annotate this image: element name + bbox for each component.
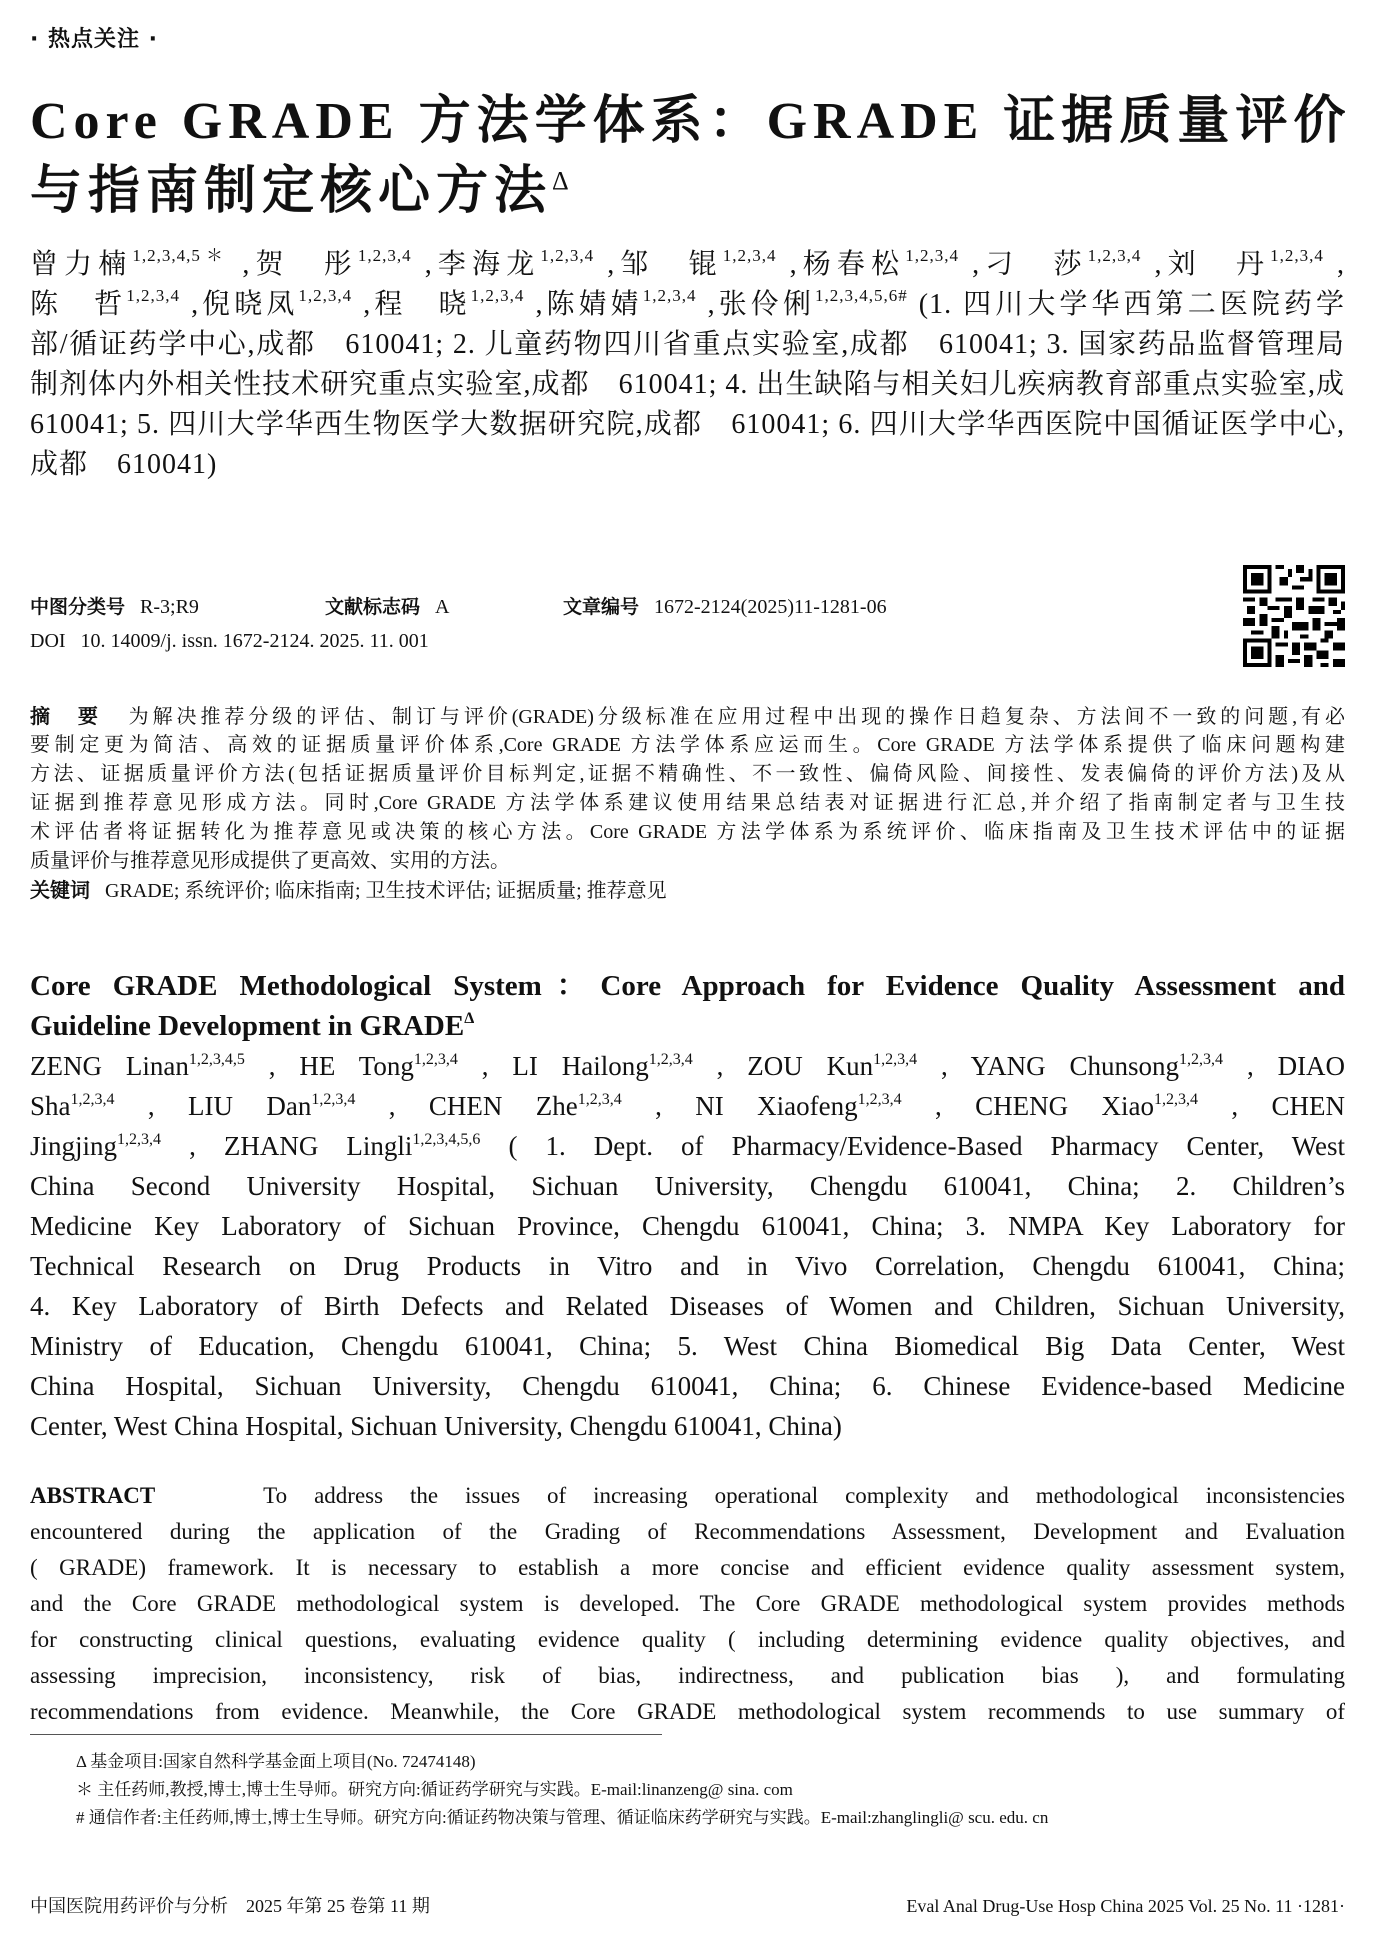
author-name: , CHEN — [1231, 1091, 1345, 1121]
title-cn-line2-text: 与指南制定核心方法 — [30, 163, 553, 220]
abstract-cn-line: 证据到推荐意见形成方法。同时,Core GRADE 方法学体系建议使用结果总结表对证据进行汇总,并介绍了指南制定者与卫生技 — [30, 792, 1345, 814]
abstract-en-line: assessing imprecision, inconsistency, risk of bias, indirectness, and publication bias ), and formulating — [30, 1663, 1345, 1688]
affiliation-superscript: 1,2,3,4 — [905, 246, 959, 265]
affil-en-line: Technical Research on Drug Products in Vitro and in Vivo Correlation, Chengdu 610041, China; — [30, 1251, 1345, 1281]
author-name: , CHENG Xiao — [935, 1091, 1155, 1121]
doc-code-row — [325, 592, 449, 619]
article-no-row — [563, 592, 887, 619]
doi-row — [30, 630, 429, 653]
author-line — [30, 1046, 1345, 1086]
article-no-value: 1672-2124(2025)11-1281-06 — [654, 596, 887, 618]
abstract-cn-line: 要制定更为简洁、高效的证据质量评价体系,Core GRADE 方法学体系应运而生。Core GRADE 方法学体系提供了临床问题构建 — [30, 734, 1345, 756]
abstract-cn-label: 摘 要 — [30, 704, 102, 728]
footnote-fund: Δ 基金项目:国家自然科学基金面上项目(No. 72474148) — [76, 1752, 476, 1771]
clc-row — [30, 592, 199, 619]
clc-label: 中图分类号 — [30, 596, 126, 618]
article-no-label: 文章编号 — [563, 596, 640, 618]
author-name: ,贺 彤 — [242, 249, 358, 280]
author-name: Sha — [30, 1091, 71, 1121]
affil-cn-line: 部/循证药学中心,成都 610041; 2. 儿童药物四川省重点实验室,成都 610041; 3. 国家药品监督管理局 — [30, 329, 1345, 360]
author-name: , LI Hailong — [481, 1051, 649, 1081]
footnote-divider — [30, 1734, 662, 1735]
author-line — [30, 245, 1345, 285]
abstract-en-line: ( GRADE) framework. It is necessary to establish a more concise and efficient evidence quality assessment system, — [30, 1555, 1345, 1580]
title-en-line2-text: Guideline Development in GRADE — [30, 1010, 465, 1042]
abstract-en-line: for constructing clinical questions, evaluating evidence quality ( including determining evidence quality objectives, and — [30, 1627, 1345, 1652]
affiliation-superscript: 1,2,3,4 — [117, 1131, 162, 1148]
author-name: ,刁 莎 — [972, 249, 1088, 280]
title-cn-line1-text: Core GRADE 方法学体系：GRADE 证据质量评价 — [30, 93, 1352, 150]
keywords-row — [30, 876, 1345, 905]
author-name: Jingjing — [30, 1131, 118, 1161]
author-name: ( 1. Dept. of Pharmacy/Evidence-Based Pharmacy Center, West — [508, 1131, 1345, 1161]
abstract-cn-text: 为解决推荐分级的评估、制订与评价(GRADE)分级标准在应用过程中出现的操作日趋复杂、方法间不一致的问题,有必 — [128, 706, 1345, 728]
author-name: ,陈婧婧 — [535, 289, 643, 320]
affiliation-superscript: 1,2,3,4 — [311, 1091, 356, 1108]
affil-en-line: 4. Key Laboratory of Birth Defects and Related Diseases of Women and Children, Sichuan University, — [30, 1291, 1345, 1321]
affiliation-superscript: 1,2,3,4 — [577, 1091, 622, 1108]
affiliation-superscript: 1,2,3,4 — [413, 1051, 458, 1068]
keywords-label: 关键词 — [30, 878, 90, 902]
affiliation-superscript: 1,2,3,4 — [470, 286, 525, 305]
footer-journal-cn: 中国医院用药评价与分析 2025 年第 25 卷第 11 期 — [30, 1896, 430, 1916]
affiliation-superscript: 1,2,3,4 — [70, 1091, 115, 1108]
affiliation-superscript: 1,2,3,4 — [357, 246, 412, 265]
abstract-cn-line: 方法、证据质量评价方法(包括证据质量评价目标判定,证据不精确性、不一致性、偏倚风险、间接性、发表偏倚的评价方法)及从 — [30, 763, 1345, 785]
author-name: ZENG Linan — [30, 1051, 189, 1081]
author-name: ,杨春松 — [789, 249, 906, 280]
author-name: , CHEN Zhe — [388, 1091, 578, 1121]
affiliation-superscript: 1,2,3,4,5 — [188, 1051, 245, 1068]
abstract-en-label: ABSTRACT — [30, 1483, 156, 1508]
author-name: , YANG Chunsong — [941, 1051, 1180, 1081]
footer-journal-en: Eval Anal Drug-Use Hosp China 2025 Vol. 25 No. 11 ·1281· — [906, 1896, 1345, 1916]
qr-code-icon[interactable] — [1243, 565, 1345, 667]
doi-value[interactable]: 10. 14009/j. issn. 1672-2124. 2025. 11. 001 — [80, 630, 429, 652]
author-name: , LIU Dan — [147, 1091, 312, 1121]
abstract-cn-line: 术评估者将证据转化为推荐意见或决策的核心方法。Core GRADE 方法学体系为系统评价、临床指南及卫生技术评估中的证据 — [30, 821, 1345, 843]
affil-cn-line: 610041; 5. 四川大学华西生物医学大数据研究院,成都 610041; 6. 四川大学华西医院中国循证医学中心, — [30, 409, 1345, 440]
author-name: 曾力楠 — [30, 249, 133, 280]
author-name: , ZHANG Lingli — [189, 1131, 413, 1161]
keywords-value: GRADE; 系统评价; 临床指南; 卫生技术评估; 证据质量; 推荐意见 — [105, 880, 667, 902]
author-line — [30, 1126, 1345, 1166]
author-name: ,张伶俐 — [707, 289, 815, 320]
column-tag: · 热点关注 · — [30, 27, 159, 52]
author-name: , NI Xiaofeng — [655, 1091, 858, 1121]
affiliation-superscript: 1,2,3,4 — [298, 286, 353, 305]
author-name: ,倪晓凤 — [191, 289, 299, 320]
affiliation-superscript: 1,2,3,4,5,6# — [814, 286, 908, 305]
fund-mark: Δ — [552, 166, 575, 196]
affiliation-superscript: 1,2,3,4 — [648, 1051, 693, 1068]
title-en-line1: Core GRADE Methodological System：Core Approach for Evidence Quality Assessment and — [30, 970, 1345, 1002]
abstract-en-text: To address the issues of increasing operational complexity and methodological inconsistencies — [263, 1483, 1345, 1508]
doc-code-label: 文献标志码 — [325, 596, 421, 618]
affiliation-superscript: 1,2,3,4,5,6 — [412, 1131, 481, 1148]
title-cn-line1 — [30, 78, 1351, 153]
affiliation-superscript: 1,2,3,4 — [873, 1051, 918, 1068]
title-en-line2 — [30, 1006, 1345, 1046]
affil-en-line: Center, West China Hospital, Sichuan University, Chengdu 610041, China) — [30, 1411, 842, 1441]
affil-en-line: China Hospital, Sichuan University, Chengdu 610041, China; 6. Chinese Evidence-based Medicine — [30, 1371, 1345, 1401]
author-name: , HE Tong — [268, 1051, 414, 1081]
author-name: , ZOU Kun — [716, 1051, 874, 1081]
abstract-cn-line — [30, 702, 1345, 731]
affil-cn-line: 制剂体内外相关性技术研究重点实验室,成都 610041; 4. 出生缺陷与相关妇儿疾病教育部重点实验室,成 — [30, 369, 1345, 400]
affil-en-line: China Second University Hospital, Sichuan University, Chengdu 610041, China; 2. Children’s — [30, 1171, 1345, 1201]
title-cn-line2 — [30, 148, 575, 223]
affiliation-superscript: 1,2,3,4 — [540, 246, 595, 265]
fund-mark-en: Δ — [464, 1010, 475, 1027]
affiliation-superscript: 1,2,3,4 — [1270, 246, 1324, 265]
affiliation-superscript: 1,2,3,4 — [1179, 1051, 1224, 1068]
abstract-en-line — [30, 1478, 1345, 1514]
affiliation-superscript: 1,2,3,4 — [857, 1091, 902, 1108]
author-name: ,刘 丹 — [1154, 249, 1271, 280]
affiliation-superscript: 1,2,3,4 — [642, 286, 697, 305]
affiliation-superscript: 1,2,3,4 — [1154, 1091, 1199, 1108]
affil-en-line: Medicine Key Laboratory of Sichuan Province, Chengdu 610041, China; 3. NMPA Key Laboratory for — [30, 1211, 1345, 1241]
affil-cn-line: 成都 610041) — [30, 449, 218, 480]
abstract-en-line: recommendations from evidence. Meanwhile, the Core GRADE methodological system recommends to use summary of — [30, 1699, 1345, 1724]
abstract-en-line: encountered during the application of the Grading of Recommendations Assessment, Development and Evaluation — [30, 1519, 1345, 1544]
author-name: 陈 哲 — [30, 289, 127, 320]
doc-code-value: A — [435, 596, 450, 618]
affiliation-superscript: 1,2,3,4 — [722, 246, 777, 265]
author-line — [30, 285, 1345, 325]
clc-value: R-3;R9 — [140, 596, 199, 618]
author-line — [30, 1086, 1345, 1126]
footnote-first-author: ＊ 主任药师,教授,博士,博士生导师。研究方向:循证药学研究与实践。E-mail:linanzeng@ sina. com — [76, 1780, 793, 1799]
affiliation-superscript: 1,2,3,4 — [1087, 246, 1142, 265]
abstract-cn-line: 质量评价与推荐意见形成提供了更高效、实用的方法。 — [30, 850, 510, 872]
doi-label: DOI — [30, 630, 66, 652]
affiliation-superscript: 1,2,3,4,5＊ — [132, 246, 230, 265]
footnote-corresponding: # 通信作者:主任药师,博士,博士生导师。研究方向:循证药物决策与管理、循证临床药学研究与实践。E-mail:zhanglingli@ scu. edu. cn — [76, 1808, 1049, 1827]
affil-en-line: Ministry of Education, Chengdu 610041, China; 5. West China Biomedical Big Data Center, West — [30, 1331, 1345, 1361]
abstract-en-line: and the Core GRADE methodological system is developed. The Core GRADE methodological system provides methods — [30, 1591, 1345, 1616]
author-name: ,程 晓 — [363, 289, 471, 320]
author-name: ,李海龙 — [424, 249, 541, 280]
author-name: , — [1336, 249, 1345, 280]
affiliation-superscript: 1,2,3,4 — [126, 286, 180, 305]
author-name: , DIAO — [1246, 1051, 1345, 1081]
author-name: (1. 四川大学华西第二医院药学 — [918, 289, 1345, 320]
author-name: ,邹 锟 — [607, 249, 723, 280]
